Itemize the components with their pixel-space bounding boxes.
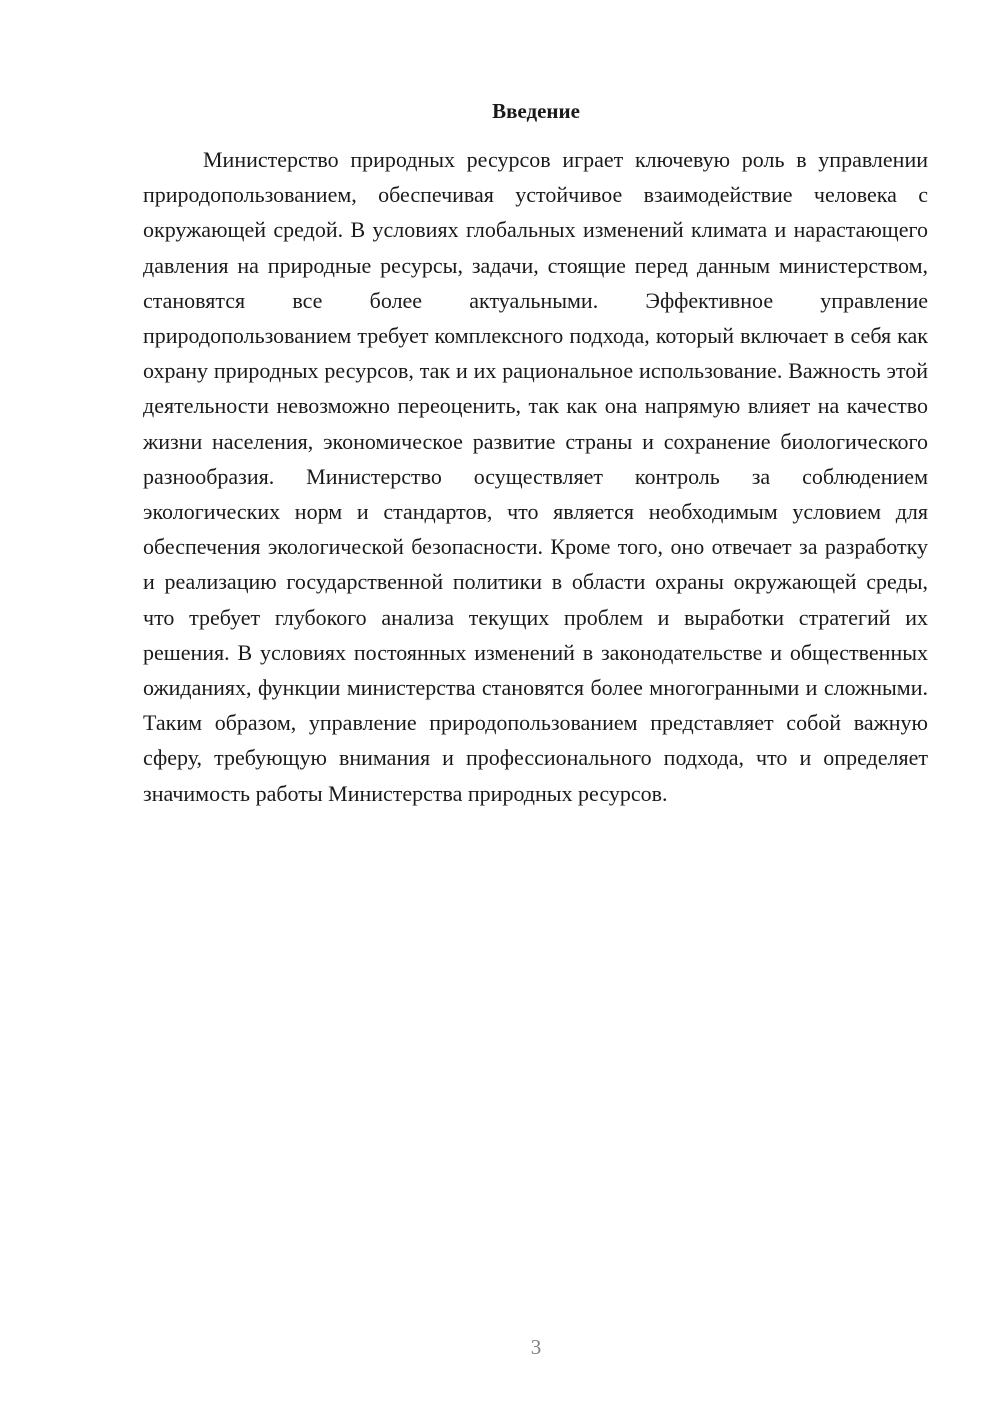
section-heading: Введение [492, 99, 580, 123]
intro-paragraph: Министерство природных ресурсов играет ключевую роль в управлении природопользованием, обеспечивая устойчивое взаимодействие человека с окружающей средой. В условиях глобальных изменений климата и нарастающего давления на природные ресурсы, задачи, стоящие перед данным министерством, становятся все более актуальными. Эффективное управление природопользованием требует комплексного подхода, который включает в себя как охрану природных ресурсов, так и их рациональное использование. Важность этой деятельности невозможно переоценить, так как она напрямую влияет на качество жизни населения, экономическое развитие страны и сохранение биологического разнообразия. Министерство осуществляет контроль за соблюдением экологических норм и стандартов, что является необходимым условием для обеспечения экологической безопасности. Кроме того, оно отвечает за разработку и реализацию государственной политики в области охраны окружающей среды, что требует глубокого анализа текущих проблем и выработки стратегий их решения. В условиях постоянных изменений в законодательстве и общественных ожиданиях, функции министерства становятся более многогранными и сложными. Таким образом, управление природопользованием представляет собой важную сферу, требующую внимания и профессионального подхода, что и определяет значимость работы Министерства природных ресурсов. [143, 147, 928, 806]
page-number: 3 [530, 1335, 542, 1359]
